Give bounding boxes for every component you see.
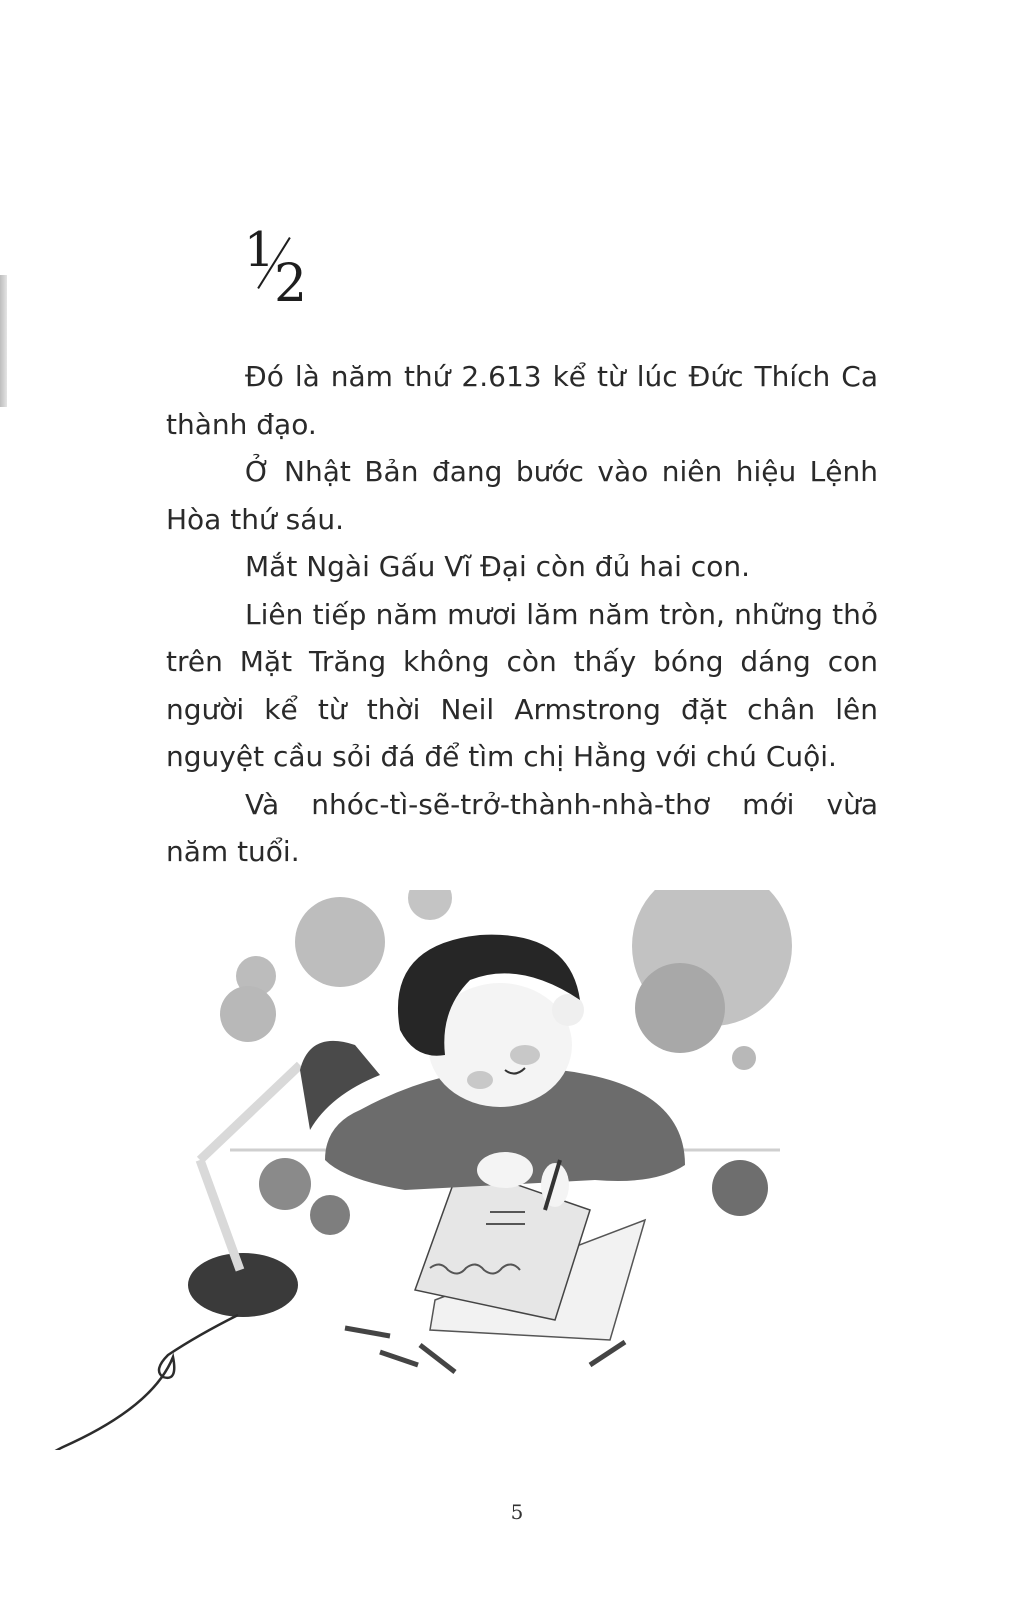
chapter-number — [240, 222, 320, 312]
paragraph: Mắt Ngài Gấu Vĩ Đại còn đủ hai con. — [245, 550, 750, 583]
lamp-base — [188, 1253, 298, 1317]
child-writing-illustration — [0, 890, 1034, 1450]
bubble — [408, 890, 452, 920]
child-hand — [541, 1163, 569, 1207]
paragraph: Đó là năm thứ 2.613 kể từ lúc Đức Thích Ca thành đạo. — [166, 360, 878, 441]
body-text — [166, 353, 878, 876]
lamp-arm — [200, 1065, 300, 1160]
paragraph: Liên tiếp năm mươi lăm năm tròn, những thỏ trên Mặt Trăng không còn thấy bóng dáng con người kể từ thời Neil Armstrong đặt chân lên nguyệt cầu sỏi đá để tìm chị Hằng với chú Cuội. — [166, 597, 878, 773]
bubble — [732, 1046, 756, 1070]
pencil-icon — [420, 1345, 455, 1372]
paper-ball-icon — [712, 1160, 768, 1216]
paragraph: Và nhóc-tì-sẽ-trở-thành-nhà-thơ mới vừa năm tuổi. — [166, 787, 878, 868]
cheek — [510, 1045, 540, 1065]
chapter-numerator: 1 — [244, 222, 275, 278]
bubble — [295, 897, 385, 987]
child-hand — [477, 1152, 533, 1188]
lamp-arm — [200, 1160, 240, 1270]
paragraph: Ở Nhật Bản đang bước vào niên hiệu Lệnh Hòa thứ sáu. — [166, 455, 878, 536]
chapter-denominator: 2 — [274, 254, 308, 314]
bubble — [635, 963, 725, 1053]
pencil-icon — [345, 1328, 390, 1336]
paper-ball-icon — [259, 1158, 311, 1210]
pencil-icon — [590, 1342, 625, 1365]
paper-ball-icon — [310, 1195, 350, 1235]
page-edge-mark — [0, 275, 7, 407]
cheek — [467, 1071, 493, 1089]
page-number: 5 — [510, 1500, 524, 1524]
lamp-cord — [3, 1315, 238, 1450]
pencil-icon — [380, 1352, 418, 1365]
bubble — [220, 986, 276, 1042]
